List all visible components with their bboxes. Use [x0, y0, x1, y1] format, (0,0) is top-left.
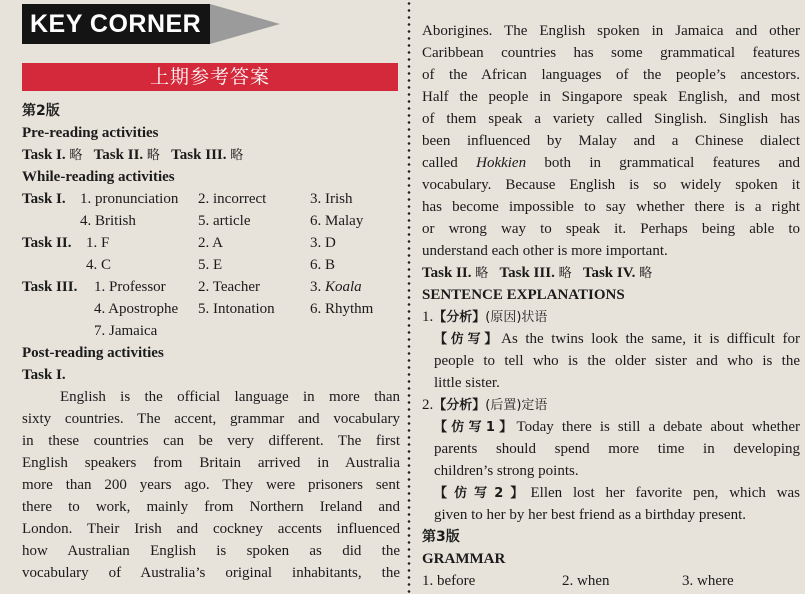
banner-arrow-icon — [210, 4, 280, 44]
item-number: 2. — [422, 397, 434, 413]
answer-cell: 5. article — [198, 213, 251, 229]
passage-line: been influenced by Malay and a Chinese dialect — [422, 133, 800, 149]
answer-title: 上期参考答案 — [149, 66, 270, 88]
grammar-answer: 3. where — [682, 573, 734, 589]
sentence-explanations-heading: SENTENCE EXPLANATIONS — [422, 287, 625, 303]
imitate-line: given to her by her best friend as a birthday present. — [434, 507, 746, 523]
text-run: both in grammatical features and — [526, 155, 800, 171]
passage-line: more than 200 years ago. They were prisoners sent — [22, 477, 400, 493]
passage-line: Caribbean countries has some grammatical features — [422, 45, 800, 61]
passage-line: Aborigines. The English spoken in Jamaica and other — [422, 23, 800, 39]
answer-cell: 2. incorrect — [198, 191, 267, 207]
item2-analysis — [422, 394, 547, 417]
grammar-heading: GRAMMAR — [422, 551, 506, 567]
passage-line: London. Their Irish and cockney accents influenced — [22, 521, 400, 537]
task-value: 略 — [558, 266, 572, 281]
answer-cell: 6. Malay — [310, 213, 364, 229]
answer-number: 3. — [310, 279, 325, 295]
imitate-tag: 【仿写1】 — [434, 420, 517, 435]
task-label: Task II. — [22, 235, 72, 251]
imitate-line — [434, 328, 800, 351]
item-number: 1. — [422, 309, 434, 325]
pre-reading-heading: Pre-reading activities — [22, 125, 159, 141]
task-label: Task III. — [22, 279, 78, 295]
answer-cell: 3. Irish — [310, 191, 353, 207]
answer-cell: 5. E — [198, 257, 223, 273]
imitate-line: parents should spend more time in developing — [434, 441, 800, 457]
answer-cell: 3. D — [310, 235, 336, 251]
passage-line: vocabulary. Because English is so widely spoken it — [422, 177, 800, 193]
answer-cell: 7. Jamaica — [94, 323, 158, 339]
answer-cell: 1. F — [86, 235, 110, 251]
left-column — [0, 0, 402, 594]
right-column — [416, 0, 805, 594]
answer-cell: 4. British — [80, 213, 136, 229]
analysis-tag: 【分析】 — [433, 310, 486, 325]
imitate-text: As the twins look the same, it is difficult for — [501, 331, 800, 347]
task-label: Task II. — [93, 147, 144, 163]
column-divider — [407, 0, 411, 594]
imitate-line — [434, 416, 800, 439]
imitate-text: Today there is still a debate about whether — [516, 419, 801, 435]
task-label: Task IV. — [582, 265, 636, 281]
task-value: 略 — [475, 266, 489, 281]
answer-cell: 6. B — [310, 257, 336, 273]
passage-line: in these countries can be very different. The first — [22, 433, 400, 449]
answer-cell: 1. pronunciation — [80, 191, 179, 207]
imitate-line: children’s strong points. — [434, 463, 579, 479]
banner-title: KEY CORNER — [30, 10, 202, 38]
passage-line: has become impossible to say whether there is a right — [422, 199, 800, 215]
task-value: 略 — [230, 148, 244, 163]
passage-line: there to work, mainly from Northern Ireland and — [22, 499, 400, 515]
task-label: Task I. — [22, 147, 66, 163]
task-value: 略 — [146, 148, 160, 163]
task-label: Task II. — [422, 265, 472, 281]
answer-cell — [310, 276, 362, 298]
while-reading-heading: While-reading activities — [22, 169, 175, 185]
imitate-text: Ellen lost her favorite pen, which was — [530, 485, 801, 501]
edition-label: 第2版 — [22, 103, 60, 119]
edition-label: 第3版 — [422, 529, 460, 545]
answer-cell: 4. Apostrophe — [94, 301, 179, 317]
answer-italic: Koala — [325, 279, 362, 295]
tasks-line — [422, 262, 652, 285]
passage-line: vocabulary of Australia’s original inhabitants, the — [22, 565, 400, 581]
passage-line: English speakers from Britain arrived in Australia — [22, 455, 400, 471]
analysis-note: (原因)状语 — [485, 310, 548, 325]
passage-line-hokkien — [422, 152, 800, 174]
imitate-line — [434, 482, 800, 505]
task-label: Task I. — [22, 367, 66, 383]
answer-title-bar — [22, 63, 398, 91]
answer-cell: 2. Teacher — [198, 279, 260, 295]
imitate-line: people to tell who is the older sister and who is the — [434, 353, 800, 369]
imitate-line: little sister. — [434, 375, 500, 391]
answer-cell: 2. A — [198, 235, 224, 251]
pre-reading-tasks — [22, 144, 243, 167]
italic-term: Hokkien — [476, 155, 527, 171]
text-run: called — [422, 155, 477, 171]
imitate-tag: 【仿写】 — [434, 332, 502, 347]
grammar-answer: 2. when — [562, 573, 610, 589]
answer-cell: 1. Professor — [94, 279, 166, 295]
key-corner-banner — [22, 4, 280, 44]
task-value: 略 — [639, 266, 653, 281]
task-label: Task III. — [171, 147, 227, 163]
analysis-tag: 【分析】 — [433, 398, 486, 413]
post-reading-heading: Post-reading activities — [22, 345, 164, 361]
imitate-tag: 【仿写2】 — [434, 486, 531, 501]
task-value: 略 — [69, 148, 83, 163]
answer-cell: 4. C — [86, 257, 112, 273]
analysis-note: (后置)定语 — [485, 398, 548, 413]
answer-cell: 5. Intonation — [198, 301, 275, 317]
passage-line: of them speak a variety called Singlish. Singlish has — [422, 111, 800, 127]
passage-line: of the African languages of the people’s ancestors. — [422, 67, 800, 83]
passage-line: or wrong way to speak it. Perhaps being able to — [422, 221, 800, 237]
passage-line: English is the official language in more than — [60, 389, 400, 405]
passage-line: how Australian English is spoken as did the — [22, 543, 400, 559]
task-label: Task I. — [22, 191, 66, 207]
task-label: Task III. — [499, 265, 555, 281]
item1-analysis — [422, 306, 547, 329]
passage-line: sixty countries. The accent, grammar and vocabulary — [22, 411, 400, 427]
grammar-answer: 1. before — [422, 573, 476, 589]
answer-cell: 6. Rhythm — [310, 301, 374, 317]
passage-line: understand each other is more important. — [422, 243, 668, 259]
passage-line: Half the people in Singapore speak English, and most — [422, 89, 800, 105]
